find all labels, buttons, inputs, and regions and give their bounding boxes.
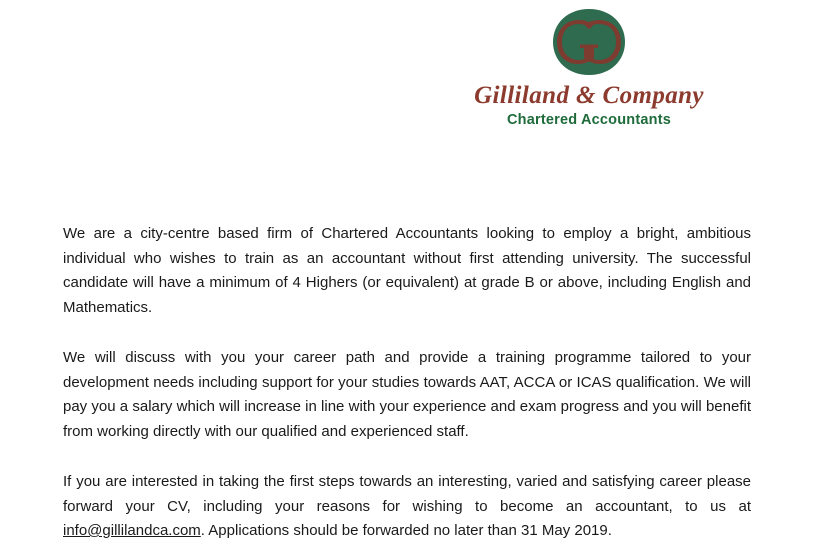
paragraph-3-text-before-email: If you are interested in taking the first steps towards an interesting, varied and satisfying career please forward your CV, including your reasons for wishing to become an accountant, to us at — [63, 473, 751, 515]
company-name: Gilliland & Company — [474, 82, 704, 109]
letter-paragraph-3 — [63, 470, 751, 544]
letterhead — [389, 6, 789, 128]
letter-paragraph-1: We are a city-centre based firm of Chartered Accountants looking to employ a bright, ambitious individual who wishes to train as an accountant without first attending university. The successful candidate will have a minimum of 4 Highers (or equivalent) at grade B or above, including English and Mathematics. — [63, 225, 751, 316]
letter-paragraph-2: We will discuss with you your career path and provide a training programme tailored to your development needs including support for your studies towards AAT, ACCA or ICAS qualification. We will pay you a salary which will increase in line with your experience and exam progress and you will benefit from working directly with our qualified and experienced staff. — [63, 349, 751, 440]
email-link[interactable]: info@gillilandca.com — [63, 522, 201, 539]
paragraph-3-text-after-email: . Applications should be forwarded no later than 31 May 2019. — [200, 522, 612, 539]
company-subtitle: Chartered Accountants — [507, 112, 671, 128]
gilliland-monogram-logo-icon — [546, 6, 632, 78]
letter-body — [63, 222, 751, 544]
